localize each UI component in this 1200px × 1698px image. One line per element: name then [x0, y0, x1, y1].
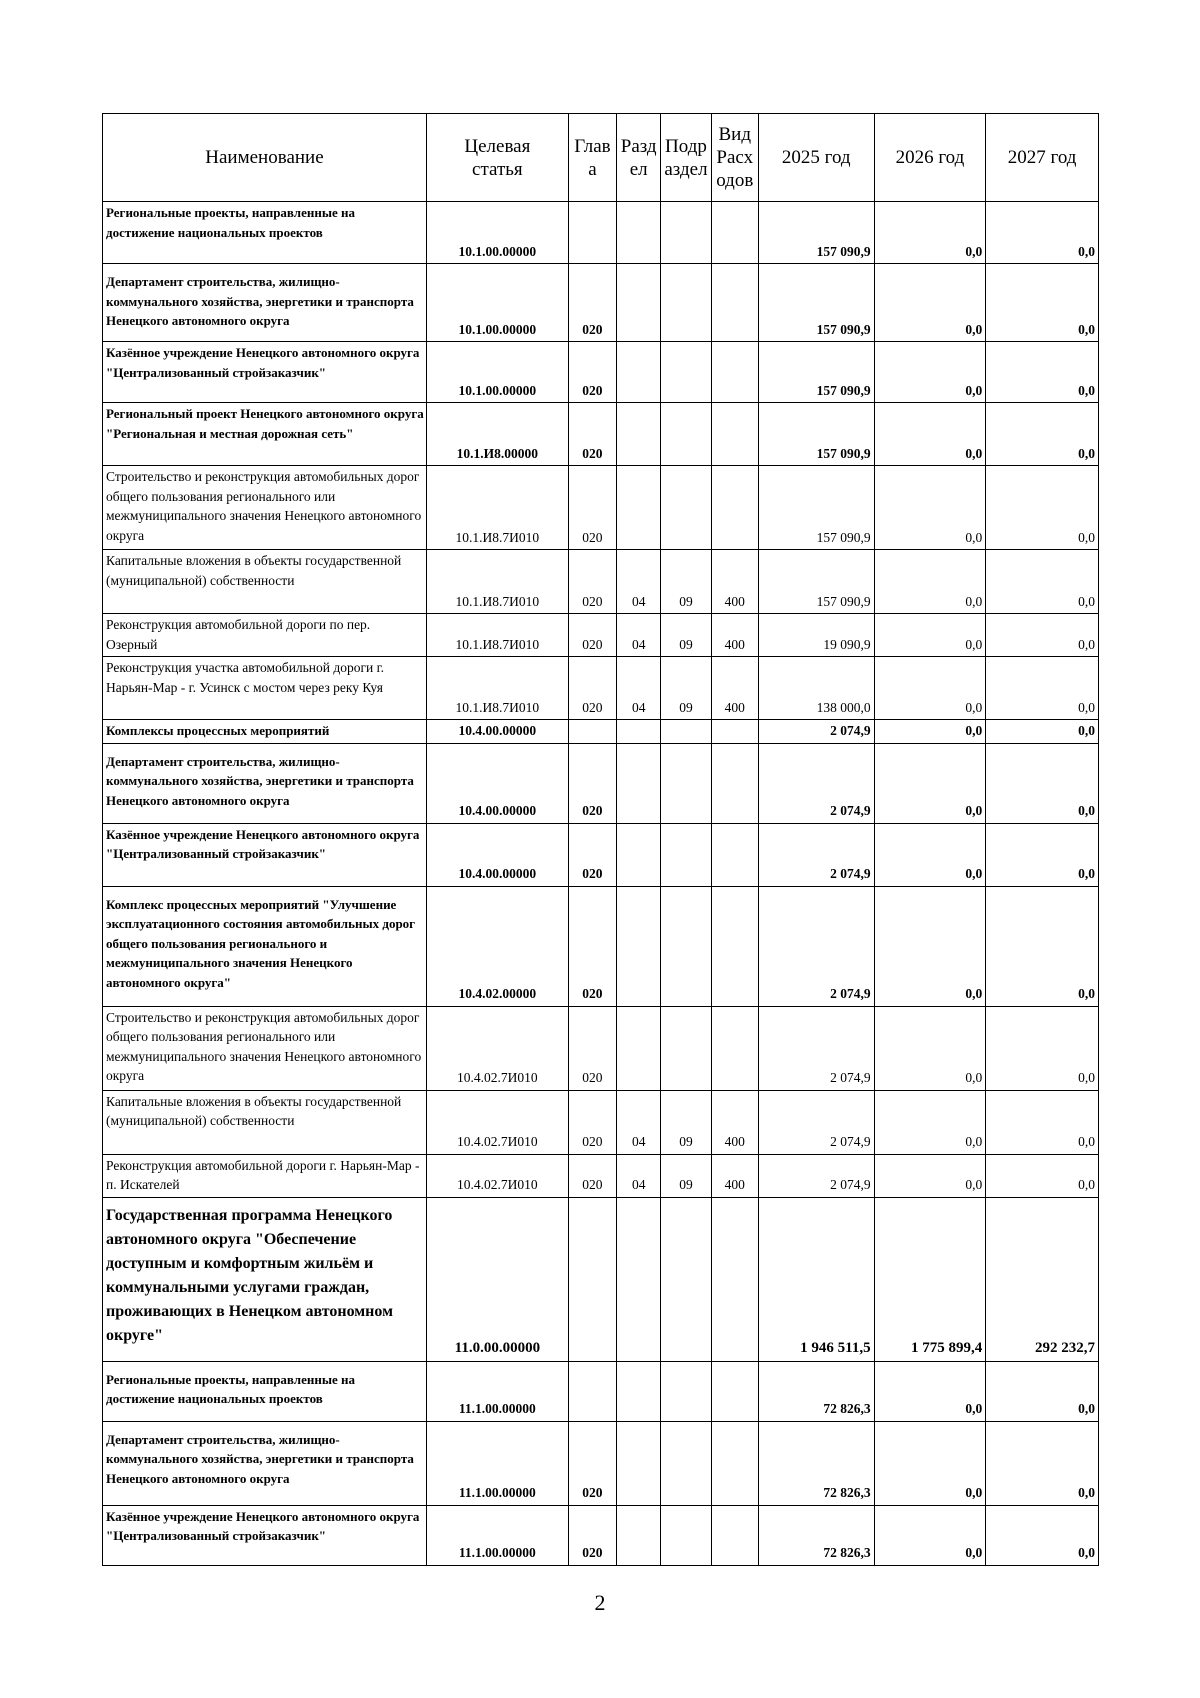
row-razdel: [617, 1197, 661, 1361]
row-2027: 0,0: [986, 550, 1099, 614]
row-glava: 020: [568, 1154, 616, 1197]
header-2027: 2027 год: [986, 114, 1099, 202]
table-row: [103, 1154, 1099, 1197]
row-podrazdel: [661, 1505, 711, 1565]
row-podrazdel: [661, 1197, 711, 1361]
row-target: 10.1.И8.7И010: [426, 550, 568, 614]
row-2025: 2 074,9: [758, 1154, 874, 1197]
row-glava: 020: [568, 657, 616, 720]
row-name: Государственная программа Ненецкого автономного округа "Обеспечение доступным и комфортным жильём и коммунальными услугами граждан, проживающих в Ненецком автономном округе": [103, 1197, 427, 1361]
row-podrazdel: [661, 403, 711, 466]
table-row: [103, 466, 1099, 550]
table-row: [103, 1006, 1099, 1090]
row-target: 10.4.02.7И010: [426, 1006, 568, 1090]
row-name: Реконструкция участка автомобильной дороги г. Нарьян-Мар - г. Усинск с мостом через реку Куя: [103, 657, 427, 720]
row-razdel: 04: [617, 657, 661, 720]
header-vid: Вид Расходов: [711, 114, 758, 202]
row-vid: [711, 720, 758, 744]
row-podrazdel: [661, 743, 711, 823]
row-2027: 0,0: [986, 614, 1099, 657]
row-vid: [711, 1421, 758, 1505]
row-2025: 2 074,9: [758, 886, 874, 1006]
row-2027: 0,0: [986, 823, 1099, 886]
row-podrazdel: [661, 342, 711, 403]
row-razdel: 04: [617, 614, 661, 657]
table-row: [103, 1197, 1099, 1361]
table-row: [103, 1361, 1099, 1421]
row-target: 10.1.00.00000: [426, 202, 568, 264]
row-2025: 2 074,9: [758, 823, 874, 886]
row-razdel: [617, 1361, 661, 1421]
header-2025: 2025 год: [758, 114, 874, 202]
row-2027: 0,0: [986, 1006, 1099, 1090]
row-name: Реконструкция автомобильной дороги г. Нарьян-Мар - п. Искателей: [103, 1154, 427, 1197]
row-target: 10.4.02.00000: [426, 886, 568, 1006]
budget-table: [102, 113, 1099, 1566]
row-name: Капитальные вложения в объекты государственной (муниципальной) собственности: [103, 550, 427, 614]
row-podrazdel: [661, 1421, 711, 1505]
row-vid: [711, 886, 758, 1006]
row-target: 11.0.00.00000: [426, 1197, 568, 1361]
row-glava: 020: [568, 1421, 616, 1505]
row-glava: [568, 720, 616, 744]
row-name: Департамент строительства, жилищно-коммунального хозяйства, энергетики и транспорта Ненецкого автономного округа: [103, 1421, 427, 1505]
header-glava: Глава: [568, 114, 616, 202]
row-2027: 0,0: [986, 466, 1099, 550]
page-number: 2: [594, 1590, 606, 1615]
row-vid: 400: [711, 657, 758, 720]
row-glava: 020: [568, 1006, 616, 1090]
row-razdel: [617, 743, 661, 823]
row-name: Комплекс процессных мероприятий "Улучшение эксплуатационного состояния автомобильных дорог общего пользования регионального и межмуниципального значения Ненецкого автономного округа": [103, 886, 427, 1006]
row-target: 10.1.И8.00000: [426, 403, 568, 466]
row-2027: 292 232,7: [986, 1197, 1099, 1361]
row-name: Строительство и реконструкция автомобильных дорог общего пользования регионального или межмуниципального значения Ненецкого автономного округа: [103, 466, 427, 550]
row-razdel: 04: [617, 1154, 661, 1197]
row-glava: 020: [568, 403, 616, 466]
table-row: [103, 342, 1099, 403]
row-razdel: [617, 1421, 661, 1505]
header-row: [103, 114, 1099, 202]
row-podrazdel: 09: [661, 614, 711, 657]
row-2025: 1 946 511,5: [758, 1197, 874, 1361]
row-2026: 0,0: [874, 1090, 986, 1154]
row-vid: 400: [711, 614, 758, 657]
row-razdel: [617, 202, 661, 264]
row-vid: 400: [711, 1090, 758, 1154]
row-glava: 020: [568, 823, 616, 886]
row-target: 10.4.00.00000: [426, 743, 568, 823]
table-row: [103, 614, 1099, 657]
table-row: [103, 1505, 1099, 1565]
row-name: Региональный проект Ненецкого автономного округа "Региональная и местная дорожная сеть": [103, 403, 427, 466]
row-glava: 020: [568, 1505, 616, 1565]
row-2025: 157 090,9: [758, 342, 874, 403]
table-row: [103, 202, 1099, 264]
row-glava: 020: [568, 550, 616, 614]
row-2025: 2 074,9: [758, 720, 874, 744]
row-vid: 400: [711, 550, 758, 614]
row-2025: 72 826,3: [758, 1505, 874, 1565]
row-target: 11.1.00.00000: [426, 1421, 568, 1505]
row-vid: [711, 743, 758, 823]
row-podrazdel: [661, 202, 711, 264]
header-razdel: Раздел: [617, 114, 661, 202]
row-glava: 020: [568, 466, 616, 550]
row-2026: 0,0: [874, 1006, 986, 1090]
row-razdel: [617, 264, 661, 342]
table-row: [103, 823, 1099, 886]
row-target: 11.1.00.00000: [426, 1505, 568, 1565]
row-name: Капитальные вложения в объекты государственной (муниципальной) собственности: [103, 1090, 427, 1154]
row-name: Региональные проекты, направленные на достижение национальных проектов: [103, 1361, 427, 1421]
row-vid: [711, 202, 758, 264]
row-glava: [568, 1197, 616, 1361]
header-2026: 2026 год: [874, 114, 986, 202]
header-target: Целевая статья: [426, 114, 568, 202]
row-name: Казённое учреждение Ненецкого автономного округа "Централизованный стройзаказчик": [103, 342, 427, 403]
row-glava: [568, 1361, 616, 1421]
table-row: [103, 550, 1099, 614]
row-razdel: [617, 886, 661, 1006]
row-name: Казённое учреждение Ненецкого автономного округа "Централизованный стройзаказчик": [103, 1505, 427, 1565]
row-razdel: [617, 403, 661, 466]
row-2025: 157 090,9: [758, 403, 874, 466]
row-target: 10.4.00.00000: [426, 720, 568, 744]
row-podrazdel: 09: [661, 657, 711, 720]
row-2026: 0,0: [874, 720, 986, 744]
row-podrazdel: 09: [661, 550, 711, 614]
header-name: Наименование: [103, 114, 427, 202]
row-2026: 0,0: [874, 550, 986, 614]
row-vid: [711, 1197, 758, 1361]
row-2025: 19 090,9: [758, 614, 874, 657]
row-2027: 0,0: [986, 720, 1099, 744]
row-vid: [711, 1505, 758, 1565]
row-name: Казённое учреждение Ненецкого автономного округа "Централизованный стройзаказчик": [103, 823, 427, 886]
row-2025: 157 090,9: [758, 550, 874, 614]
row-razdel: [617, 466, 661, 550]
row-2025: 2 074,9: [758, 743, 874, 823]
table-row: [103, 1421, 1099, 1505]
row-2026: 0,0: [874, 823, 986, 886]
row-vid: [711, 1006, 758, 1090]
table-row: [103, 720, 1099, 744]
row-target: 10.1.И8.7И010: [426, 614, 568, 657]
row-target: 10.4.02.7И010: [426, 1154, 568, 1197]
row-2025: 157 090,9: [758, 202, 874, 264]
row-glava: [568, 202, 616, 264]
row-2026: 0,0: [874, 1421, 986, 1505]
row-podrazdel: [661, 466, 711, 550]
row-glava: 020: [568, 342, 616, 403]
row-name: Департамент строительства, жилищно-коммунального хозяйства, энергетики и транспорта Ненецкого автономного округа: [103, 264, 427, 342]
row-razdel: 04: [617, 1090, 661, 1154]
row-glava: 020: [568, 743, 616, 823]
row-glava: 020: [568, 264, 616, 342]
row-2025: 72 826,3: [758, 1361, 874, 1421]
row-podrazdel: [661, 886, 711, 1006]
row-2027: 0,0: [986, 886, 1099, 1006]
row-2027: 0,0: [986, 202, 1099, 264]
row-podrazdel: 09: [661, 1154, 711, 1197]
table-row: [103, 886, 1099, 1006]
table-row: [103, 403, 1099, 466]
row-2026: 1 775 899,4: [874, 1197, 986, 1361]
row-2027: 0,0: [986, 1090, 1099, 1154]
row-2027: 0,0: [986, 342, 1099, 403]
row-2027: 0,0: [986, 1361, 1099, 1421]
row-2026: 0,0: [874, 466, 986, 550]
row-razdel: [617, 1006, 661, 1090]
row-2027: 0,0: [986, 1505, 1099, 1565]
row-2027: 0,0: [986, 743, 1099, 823]
row-2027: 0,0: [986, 1154, 1099, 1197]
row-2027: 0,0: [986, 1421, 1099, 1505]
row-2026: 0,0: [874, 403, 986, 466]
row-2025: 157 090,9: [758, 466, 874, 550]
table-row: [103, 264, 1099, 342]
row-razdel: [617, 720, 661, 744]
row-name: Реконструкция автомобильной дороги по пер. Озерный: [103, 614, 427, 657]
row-vid: 400: [711, 1154, 758, 1197]
row-podrazdel: [661, 823, 711, 886]
row-razdel: [617, 1505, 661, 1565]
row-podrazdel: [661, 264, 711, 342]
row-2026: 0,0: [874, 1505, 986, 1565]
row-2025: 157 090,9: [758, 264, 874, 342]
row-podrazdel: [661, 1361, 711, 1421]
row-razdel: [617, 342, 661, 403]
row-2026: 0,0: [874, 743, 986, 823]
row-vid: [711, 466, 758, 550]
row-target: 10.1.00.00000: [426, 264, 568, 342]
row-name: Комплексы процессных мероприятий: [103, 720, 427, 744]
row-2026: 0,0: [874, 1154, 986, 1197]
row-2027: 0,0: [986, 403, 1099, 466]
row-target: 10.1.И8.7И010: [426, 466, 568, 550]
row-vid: [711, 342, 758, 403]
row-name: Строительство и реконструкция автомобильных дорог общего пользования регионального или межмуниципального значения Ненецкого автономного округа: [103, 1006, 427, 1090]
row-podrazdel: [661, 720, 711, 744]
row-podrazdel: [661, 1006, 711, 1090]
row-2025: 72 826,3: [758, 1421, 874, 1505]
row-2027: 0,0: [986, 657, 1099, 720]
row-glava: 020: [568, 1090, 616, 1154]
row-vid: [711, 1361, 758, 1421]
row-2026: 0,0: [874, 264, 986, 342]
row-podrazdel: 09: [661, 1090, 711, 1154]
row-2026: 0,0: [874, 342, 986, 403]
row-target: 11.1.00.00000: [426, 1361, 568, 1421]
row-2026: 0,0: [874, 657, 986, 720]
row-2025: 2 074,9: [758, 1006, 874, 1090]
table-row: [103, 1090, 1099, 1154]
row-2026: 0,0: [874, 202, 986, 264]
header-podrazdel: Подраздел: [661, 114, 711, 202]
row-target: 10.4.02.7И010: [426, 1090, 568, 1154]
row-razdel: 04: [617, 550, 661, 614]
table-row: [103, 657, 1099, 720]
row-glava: 020: [568, 886, 616, 1006]
row-2025: 138 000,0: [758, 657, 874, 720]
row-name: Региональные проекты, направленные на достижение национальных проектов: [103, 202, 427, 264]
row-vid: [711, 264, 758, 342]
row-target: 10.4.00.00000: [426, 823, 568, 886]
table-body: [103, 202, 1099, 1566]
row-2026: 0,0: [874, 1361, 986, 1421]
row-glava: 020: [568, 614, 616, 657]
row-2026: 0,0: [874, 614, 986, 657]
row-2027: 0,0: [986, 264, 1099, 342]
row-target: 10.1.00.00000: [426, 342, 568, 403]
row-2025: 2 074,9: [758, 1090, 874, 1154]
row-2026: 0,0: [874, 886, 986, 1006]
row-target: 10.1.И8.7И010: [426, 657, 568, 720]
row-name: Департамент строительства, жилищно-коммунального хозяйства, энергетики и транспорта Ненецкого автономного округа: [103, 743, 427, 823]
table-row: [103, 743, 1099, 823]
row-vid: [711, 403, 758, 466]
row-razdel: [617, 823, 661, 886]
row-vid: [711, 823, 758, 886]
